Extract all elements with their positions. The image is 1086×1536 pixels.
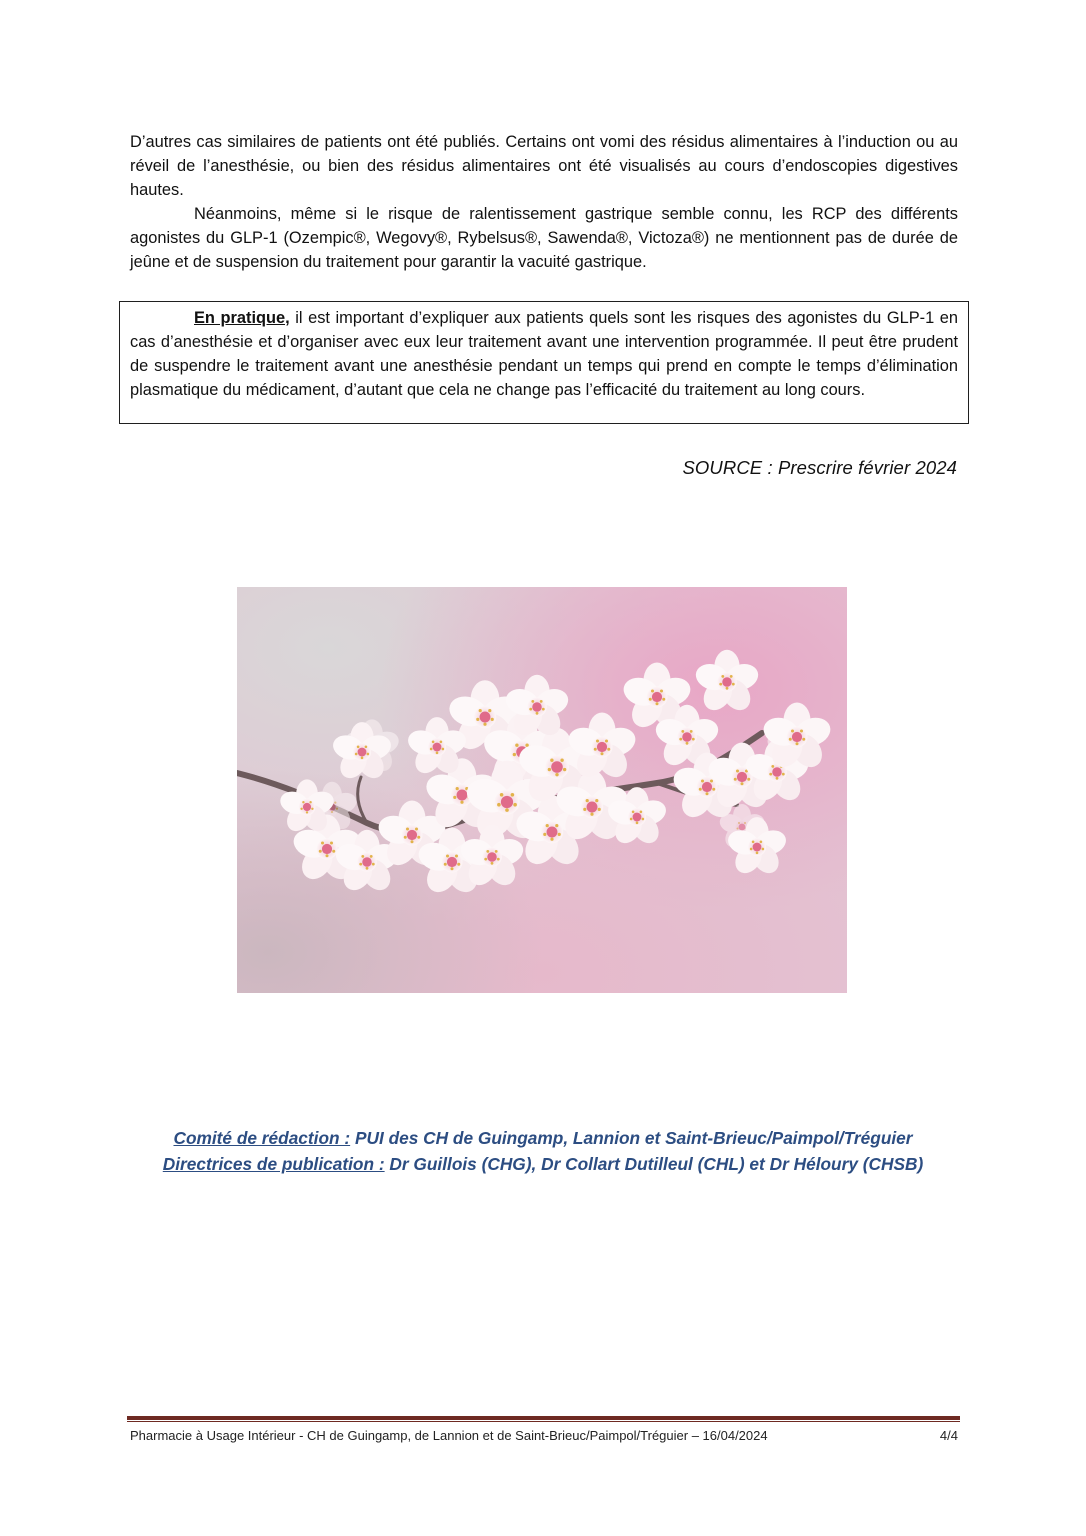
footer-text: Pharmacie à Usage Intérieur - CH de Guingamp, de Lannion et de Saint-Brieuc/Paimpol/Tréguier – 16/04/2024 (130, 1428, 768, 1443)
practice-text: il est important d’expliquer aux patients quels sont les risques des agonistes du GLP-1 en cas d’anesthésie et d’organiser avec eux leur traitement avant une intervention programmée. Il peut être prudent de suspendre le traitement avant une anesthésie pendant un temps qui prend en compte le temps d’élimination plasmatique du médicament, d’autant que cela ne change pas l’efficacité du traitement au long cours. (130, 309, 958, 399)
body-text (130, 130, 958, 274)
committee-value: PUI des CH de Guingamp, Lannion et Saint-Brieuc/Paimpol/Tréguier (350, 1128, 913, 1148)
practice-paragraph (130, 306, 958, 402)
cherry-blossom-photo (237, 587, 847, 993)
practice-label: En pratique, (194, 309, 290, 327)
editorial-credits (0, 1125, 1086, 1177)
paragraph-similar-cases: D’autres cas similaires de patients ont été publiés. Certains ont vomi des résidus alimentaires à l’induction ou au réveil de l’anesthésie, ou bien des résidus alimentaires ont été visualisés au cours d’endoscopies digestives hautes. (130, 133, 958, 199)
source-citation: SOURCE : Prescrire février 2024 (682, 457, 957, 478)
committee-line (0, 1125, 1086, 1151)
paragraph-rcp: Néanmoins, même si le risque de ralentissement gastrique semble connu, les RCP des différents agonistes du GLP-1 (Ozempic®, Wegovy®, Rybelsus®, Sawenda®, Victoza®) ne mentionnent pas de durée de jeûne et de suspension du traitement pour garantir la vacuité gastrique. (130, 205, 958, 271)
directors-line (0, 1151, 1086, 1177)
footer-divider-thin (127, 1421, 960, 1422)
committee-label: Comité de rédaction : (173, 1128, 351, 1148)
directors-label: Directrices de publication : (162, 1154, 385, 1174)
practice-box (119, 301, 969, 424)
directors-value: Dr Guillois (CHG), Dr Collart Dutilleul (CHL) et Dr Héloury (CHSB) (384, 1154, 924, 1174)
page-number: 4/4 (939, 1428, 958, 1443)
footer-divider (127, 1416, 960, 1420)
